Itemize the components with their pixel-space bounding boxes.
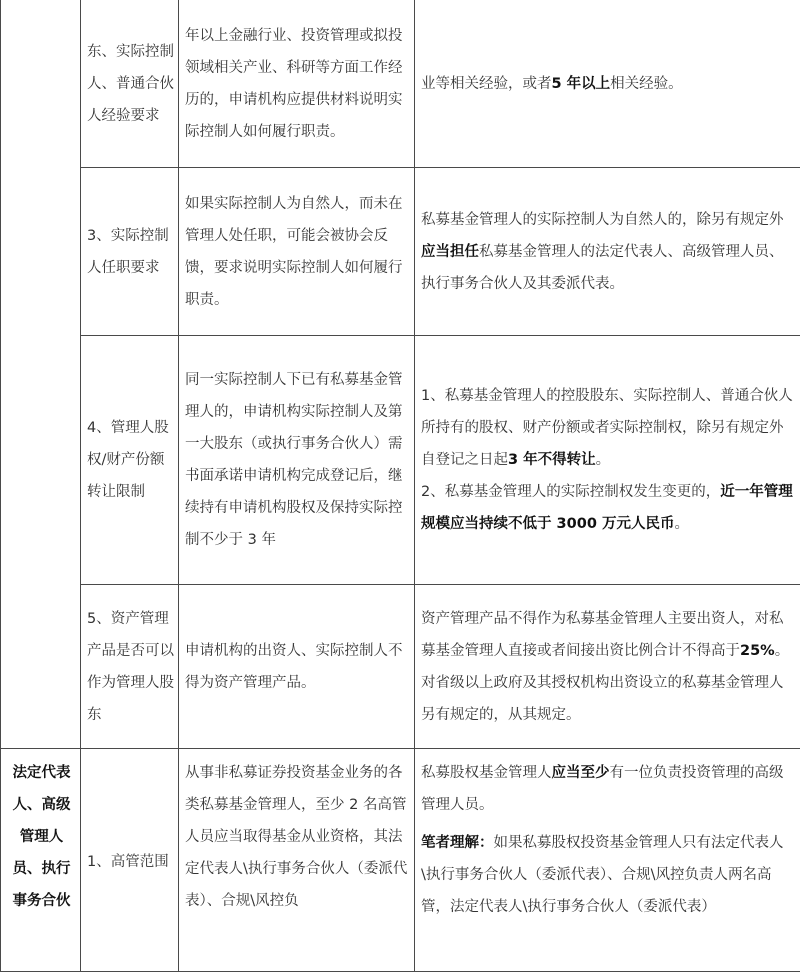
item-cell — [81, 749, 179, 972]
item-cell — [81, 336, 179, 585]
item-text: 5、资产管理产品是否可以作为管理人股东 — [87, 611, 174, 723]
regulation-emphasis: 5 年以上 — [552, 76, 611, 92]
item-text: 4、管理人股权/财产份额转让限制 — [87, 420, 169, 500]
requirement-cell — [179, 168, 415, 336]
requirement-text: 如果实际控制人为自然人，而未在管理人处任职，可能会被协会反馈，要求说明实际控制人如何履行职责。 — [185, 196, 403, 308]
table-row — [1, 0, 800, 168]
requirement-cell — [179, 336, 415, 585]
regulation-cell — [415, 749, 800, 972]
table-row — [1, 585, 800, 749]
regulation-emphasis: 25% — [740, 643, 775, 659]
table-row — [1, 168, 800, 336]
item-cell — [81, 585, 179, 749]
regulation-cell — [415, 0, 800, 168]
item-cell — [81, 168, 179, 336]
requirement-text: 年以上金融行业、投资管理或拟投领域相关产业、科研等方面工作经历的，申请机构应提供材料说明实际控制人如何履行职责。 — [185, 28, 403, 140]
regulation-paragraph — [421, 476, 796, 540]
regulation-text: 私募基金管理人的法定代表人、高级管理人员、执行事务合伙人及其委派代表。 — [421, 244, 784, 292]
regulation-text: 相关经验。 — [610, 76, 683, 92]
regulation-paragraph — [421, 603, 796, 731]
regulation-cell — [415, 585, 800, 749]
regulation-text: 。对省级以上政府及其授权机构出资设立的私募基金管理人另有规定的，从其规定。 — [421, 643, 789, 723]
regulation-text: 私募基金管理人的实际控制人为自然人的，除另有规定外 — [421, 212, 784, 228]
regulation-text: 1、私募基金管理人的控股股东、实际控制人、普通合伙人所持有的股权、财产份额或者实际控制权，除另有规定外自登记之日起 — [421, 388, 793, 468]
regulation-text: 私募股权基金管理人 — [421, 765, 552, 781]
item-text: 东、实际控制人、普通合伙人经验要求 — [87, 44, 174, 124]
item-cell — [81, 0, 179, 168]
category-text: 法定代表人、高级管理人员、执行事务合伙 — [13, 765, 71, 909]
author-note-text: 如果私募股权投资基金管理人只有法定代表人\执行事务合伙人（委派代表）、合规\风控负责人两名高管，法定代表人\执行事务合伙人（委派代表） — [421, 835, 784, 915]
regulation-text: 业等相关经验，或者 — [421, 76, 552, 92]
regulation-emphasis: 应当担任 — [421, 244, 479, 260]
regulation-emphasis: 应当至少 — [552, 765, 610, 781]
item-text: 3、实际控制人任职要求 — [87, 228, 169, 276]
author-note — [421, 827, 796, 923]
requirement-text: 从事非私募证券投资基金业务的各类私募基金管理人，至少 2 名高管人员应当取得基金从业资格，其法定代表人\执行事务合伙人（委派代表）、合规\风控负 — [185, 765, 407, 909]
requirement-cell — [179, 585, 415, 749]
regulation-text: 有一位负责投资管理的高级管理人员。 — [421, 765, 784, 813]
regulation-emphasis: 3 年不得转让 — [508, 452, 596, 468]
regulation-text: 。 — [674, 516, 689, 532]
table-row — [1, 336, 800, 585]
regulation-text: 2、私募基金管理人的实际控制权发生变更的， — [421, 484, 720, 500]
regulation-text: 。 — [596, 452, 611, 468]
regulation-emphasis: 近一年管理规模应当持续不低于 3000 万元人民币 — [421, 484, 793, 532]
regulation-paragraph — [421, 380, 796, 476]
table-row — [1, 749, 800, 972]
regulation-text: 资产管理产品不得作为私募基金管理人主要出资人，对私募基金管理人直接或者间接出资比例合计不得高于 — [421, 611, 784, 659]
requirement-cell — [179, 0, 415, 168]
item-text: 1、高管范围 — [87, 854, 169, 870]
requirement-text: 申请机构的出资人、实际控制人不得为资产管理产品。 — [185, 643, 403, 691]
category-cell — [1, 749, 81, 972]
regulation-paragraph — [421, 204, 796, 300]
regulation-paragraph — [421, 68, 796, 100]
regulation-cell — [415, 336, 800, 585]
regulation-paragraph — [421, 757, 796, 821]
author-note-label: 笔者理解： — [421, 835, 494, 851]
regulation-cell — [415, 168, 800, 336]
requirement-cell — [179, 749, 415, 972]
requirement-text: 同一实际控制人下已有私募基金管理人的，申请机构实际控制人及第一大股东（或执行事务合伙人）需书面承诺申请机构完成登记后，继续持有申请机构股权及保持实际控制不少于 3 年 — [185, 372, 403, 548]
category-cell-continued — [1, 0, 81, 749]
